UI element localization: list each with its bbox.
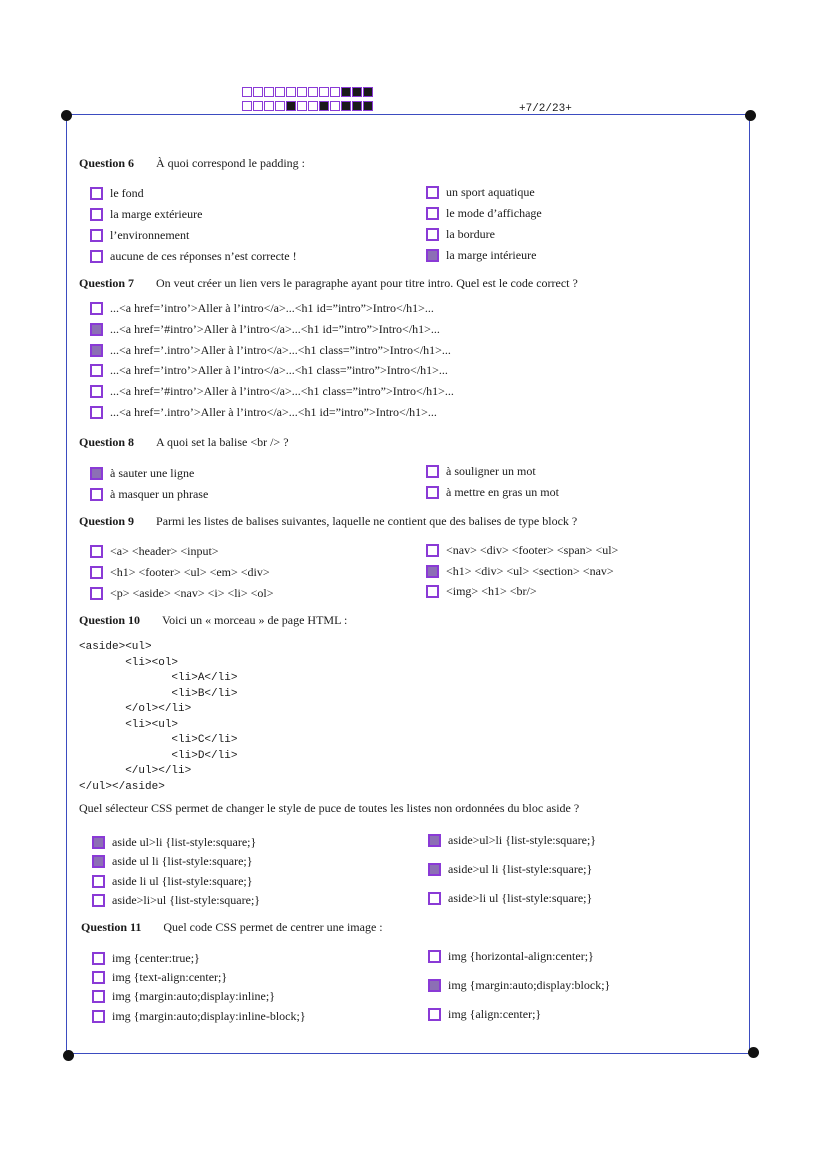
answer-option[interactable]	[90, 584, 274, 602]
checkbox[interactable]	[90, 229, 103, 242]
answer-label: img {margin:auto;display:inline-block;}	[112, 1008, 306, 1023]
question-text: Voici un « morceau » de page HTML :	[162, 613, 348, 627]
answer-label: la bordure	[446, 226, 495, 241]
checkbox[interactable]	[428, 834, 441, 847]
answer-label: ...<a href=’intro’>Aller à l’intro</a>...<h1 class=”intro”>Intro</h1>...	[110, 362, 448, 377]
answer-option[interactable]	[428, 1005, 541, 1023]
html-code-snippet: <aside><ul> <li><ol> <li>A</li> <li>B</li> </ol></li> <li><ul> <li>C</li> <li>D</li> </ul></li> </ul></aside>	[79, 641, 238, 793]
answer-label: <h1> <div> <ul> <section> <nav>	[446, 563, 614, 578]
barcode-cell	[264, 87, 274, 97]
checkbox[interactable]	[90, 406, 103, 419]
answer-option[interactable]	[92, 852, 253, 870]
question-number: Question 7	[79, 276, 135, 290]
answer-option[interactable]	[428, 947, 594, 965]
corner-mark-top-right	[745, 110, 756, 121]
answer-option[interactable]	[426, 562, 614, 580]
answer-label: un sport aquatique	[446, 184, 535, 199]
question-10-title	[79, 613, 347, 628]
checkbox[interactable]	[428, 979, 441, 992]
checkbox[interactable]	[92, 894, 105, 907]
barcode-cell	[242, 87, 252, 97]
barcode-cell	[352, 87, 362, 97]
barcode-cell	[275, 87, 285, 97]
answer-option[interactable]	[428, 831, 596, 849]
answer-option[interactable]	[92, 1007, 306, 1025]
question-number: Question 6	[79, 156, 135, 170]
copy-id: +7/2/23+	[519, 103, 572, 115]
answer-option[interactable]	[90, 563, 270, 581]
checkbox[interactable]	[426, 207, 439, 220]
answer-option[interactable]	[90, 247, 297, 265]
answer-option[interactable]	[90, 299, 434, 317]
checkbox[interactable]	[90, 302, 103, 315]
answer-option[interactable]	[90, 464, 194, 482]
checkbox[interactable]	[90, 488, 103, 501]
question-11-title	[81, 920, 383, 935]
barcode-cell	[242, 101, 252, 111]
answer-option[interactable]	[426, 483, 559, 501]
barcode-cell	[363, 101, 373, 111]
answer-label: l’environnement	[110, 227, 190, 242]
question-number: Question 11	[81, 920, 142, 934]
answer-option[interactable]	[92, 949, 200, 967]
question-10-subquestion	[79, 801, 579, 816]
answer-option[interactable]	[426, 183, 535, 201]
barcode-cell	[319, 101, 329, 111]
checkbox[interactable]	[428, 950, 441, 963]
answer-label: <img> <h1> <br/>	[446, 583, 537, 598]
question-text: A quoi set la balise <br /> ?	[156, 435, 289, 449]
checkbox[interactable]	[428, 863, 441, 876]
answer-option[interactable]	[92, 968, 227, 986]
answer-label: img {margin:auto;display:block;}	[448, 977, 611, 992]
answer-label: le fond	[110, 185, 144, 200]
answer-label: aside ul li {list-style:square;}	[112, 853, 253, 868]
checkbox[interactable]	[90, 385, 103, 398]
checkbox[interactable]	[426, 186, 439, 199]
checkbox[interactable]	[90, 364, 103, 377]
checkbox[interactable]	[90, 250, 103, 263]
checkbox[interactable]	[426, 228, 439, 241]
question-7-title	[79, 276, 578, 291]
checkbox[interactable]	[92, 836, 105, 849]
checkbox[interactable]	[90, 187, 103, 200]
answer-label: aucune de ces réponses n’est correcte !	[110, 248, 297, 263]
answer-label: <a> <header> <input>	[110, 543, 219, 558]
answer-label: le mode d’affichage	[446, 205, 542, 220]
question-text: On veut créer un lien vers le paragraphe ayant pour titre intro. Quel est le code correct ?	[156, 276, 578, 290]
question-text: À quoi correspond le padding :	[156, 156, 305, 170]
answer-label: la marge intérieure	[446, 247, 537, 262]
answer-option[interactable]	[426, 462, 536, 480]
checkbox[interactable]	[90, 545, 103, 558]
checkbox[interactable]	[90, 566, 103, 579]
answer-option[interactable]	[90, 184, 144, 202]
barcode-cell	[297, 87, 307, 97]
checkbox[interactable]	[90, 323, 103, 336]
question-8-title	[79, 435, 289, 450]
answer-label: ...<a href=’#intro’>Aller à l’intro</a>...<h1 id=”intro”>Intro</h1>...	[110, 321, 440, 336]
checkbox[interactable]	[426, 486, 439, 499]
answer-option[interactable]	[428, 860, 592, 878]
answer-label: aside ul>li {list-style:square;}	[112, 834, 257, 849]
checkbox[interactable]	[92, 855, 105, 868]
checkbox[interactable]	[426, 249, 439, 262]
answer-label: aside li ul {list-style:square;}	[112, 873, 253, 888]
checkbox[interactable]	[92, 952, 105, 965]
answer-option[interactable]	[426, 582, 537, 600]
answer-label: ...<a href=’intro’>Aller à l’intro</a>...<h1 id=”intro”>Intro</h1>...	[110, 300, 434, 315]
checkbox[interactable]	[90, 208, 103, 221]
barcode-cell	[363, 87, 373, 97]
answer-option[interactable]	[90, 341, 451, 359]
barcode-cell	[352, 101, 362, 111]
checkbox[interactable]	[426, 565, 439, 578]
checkbox[interactable]	[426, 465, 439, 478]
checkbox[interactable]	[92, 875, 105, 888]
checkbox[interactable]	[428, 1008, 441, 1021]
corner-mark-bottom-left	[63, 1050, 74, 1061]
answer-option[interactable]	[426, 541, 618, 559]
checkbox[interactable]	[90, 467, 103, 480]
answer-option[interactable]	[90, 226, 189, 244]
barcode-cell	[341, 87, 351, 97]
answer-option[interactable]	[428, 889, 592, 907]
barcode-cell	[330, 87, 340, 97]
question-text: Parmi les listes de balises suivantes, laquelle ne contient que des balises de type block ?	[156, 514, 578, 528]
answer-label: img {horizontal-align:center;}	[448, 948, 594, 963]
answer-option[interactable]	[90, 403, 437, 421]
answer-label: à mettre en gras un mot	[446, 484, 559, 499]
answer-option[interactable]	[90, 485, 208, 503]
barcode-cell	[264, 101, 274, 111]
answer-label: img {align:center;}	[448, 1006, 542, 1021]
answer-option[interactable]	[92, 833, 256, 851]
barcode-cell	[275, 101, 285, 111]
barcode-cell	[253, 101, 263, 111]
answer-label: aside>li>ul {list-style:square;}	[112, 892, 261, 907]
id-barcode-row-2	[242, 101, 373, 111]
checkbox[interactable]	[92, 1010, 105, 1023]
barcode-cell	[341, 101, 351, 111]
question-number: Question 8	[79, 435, 135, 449]
answer-option[interactable]	[90, 542, 219, 560]
answer-label: à souligner un mot	[446, 463, 536, 478]
answer-option[interactable]	[90, 361, 448, 379]
barcode-cell	[319, 87, 329, 97]
answer-label: aside>li ul {list-style:square;}	[448, 890, 593, 905]
answer-label: aside>ul>li {list-style:square;}	[448, 832, 597, 847]
checkbox[interactable]	[92, 971, 105, 984]
answer-option[interactable]	[90, 205, 202, 223]
answer-option[interactable]	[426, 246, 536, 264]
answer-label: img {text-align:center;}	[112, 969, 228, 984]
answer-label: à masquer un phrase	[110, 486, 209, 501]
barcode-cell	[253, 87, 263, 97]
question-number: Question 10	[79, 613, 141, 627]
barcode-cell	[308, 101, 318, 111]
checkbox[interactable]	[90, 587, 103, 600]
checkbox[interactable]	[426, 585, 439, 598]
barcode-cell	[330, 101, 340, 111]
question-text: Quel sélecteur CSS permet de changer le style de puce de toutes les listes non ordonnées du bloc aside ?	[79, 801, 580, 815]
answer-option[interactable]	[92, 872, 253, 890]
answer-label: <nav> <div> <footer> <span> <ul>	[446, 542, 619, 557]
barcode-cell	[286, 87, 296, 97]
question-text: Quel code CSS permet de centrer une image :	[163, 920, 383, 934]
checkbox[interactable]	[426, 544, 439, 557]
answer-label: ...<a href=’.intro’>Aller à l’intro</a>...<h1 class=”intro”>Intro</h1>...	[110, 342, 451, 357]
question-number: Question 9	[79, 514, 135, 528]
answer-label: la marge extérieure	[110, 206, 203, 221]
answer-option[interactable]	[90, 382, 454, 400]
answer-option[interactable]	[428, 976, 610, 994]
barcode-cell	[286, 101, 296, 111]
checkbox[interactable]	[90, 344, 103, 357]
answer-label: <h1> <footer> <ul> <em> <div>	[110, 564, 270, 579]
id-barcode-row-1	[242, 87, 373, 97]
barcode-cell	[308, 87, 318, 97]
answer-option[interactable]	[92, 891, 260, 909]
answer-label: img {margin:auto;display:inline;}	[112, 988, 275, 1003]
answer-label: aside>ul li {list-style:square;}	[448, 861, 593, 876]
corner-mark-bottom-right	[748, 1047, 759, 1058]
answer-option[interactable]	[90, 320, 440, 338]
question-9-title	[79, 514, 577, 529]
answer-label: ...<a href=’#intro’>Aller à l’intro</a>...<h1 class=”intro”>Intro</h1>...	[110, 383, 454, 398]
barcode-cell	[297, 101, 307, 111]
answer-label: ...<a href=’.intro’>Aller à l’intro</a>...<h1 id=”intro”>Intro</h1>...	[110, 404, 437, 419]
checkbox[interactable]	[92, 990, 105, 1003]
checkbox[interactable]	[428, 892, 441, 905]
answer-option[interactable]	[426, 204, 542, 222]
answer-label: img {center:true;}	[112, 950, 200, 965]
question-6-title	[79, 156, 305, 171]
answer-option[interactable]	[92, 987, 275, 1005]
corner-mark-top-left	[61, 110, 72, 121]
answer-label: <p> <aside> <nav> <i> <li> <ol>	[110, 585, 274, 600]
answer-option[interactable]	[426, 225, 495, 243]
answer-label: à sauter une ligne	[110, 465, 195, 480]
